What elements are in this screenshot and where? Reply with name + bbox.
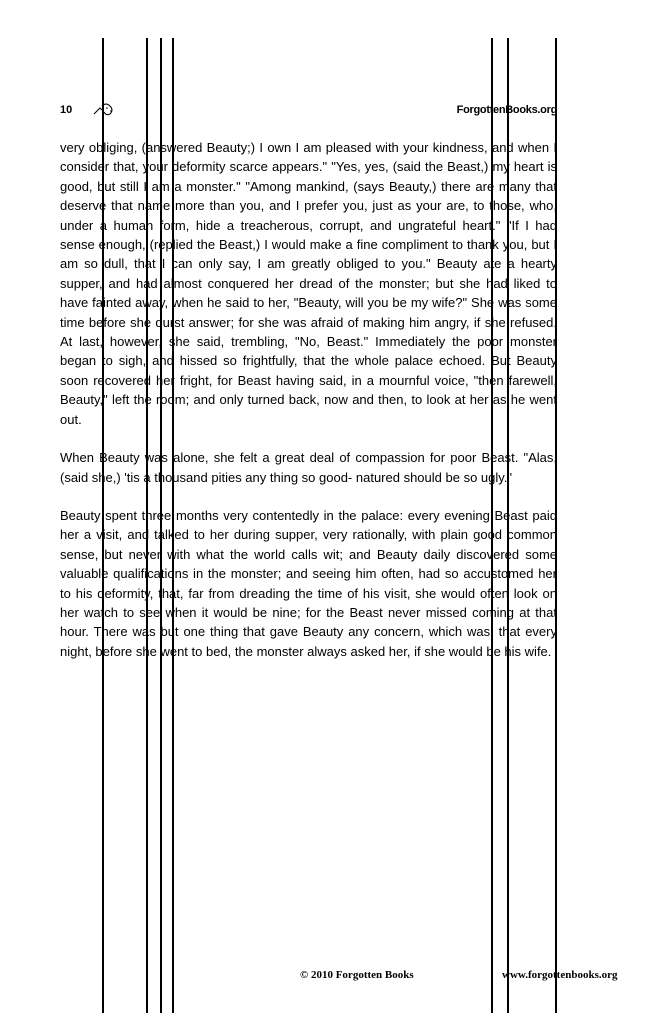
paragraph: When Beauty was alone, she felt a great deal of compassion for poor Beast. "Alas, (said she,) 'tis a thousand pities any thing so good- natured should be so ugly." [60,450,557,485]
page-number: 10 [60,104,73,116]
page-header [60,104,557,124]
footer-copyright: © 2010 Forgotten Books [300,969,414,981]
header-site: ForgottenBooks.org [456,104,557,116]
hand-ornament-icon [92,98,118,118]
page-footer [0,969,665,987]
page-body [60,138,557,680]
paragraph: very obliging, (answered Beauty;) I own I am pleased with your kindness, and when I consider that, your deformity scarce appears." "Yes, yes, (said the Beast,) my heart is good, but still I am a monster." "Among mankind, (says Beauty,) there are many that deserve that name more than you, and I prefer you, just as your are, to those, who, under a human form, hide a treacherous, corrupt, and ungrateful heart." "If I had sense enough, (replied the Beast,) I would make a fine compliment to thank you, but I am so dull, that I can only say, I am greatly obliged to you." Beauty ate a hearty supper, and had almost conquered her dread of the monster; but she had liked to have fainted away, when he said to her, "Beauty, will you be my wife?" She was some time before she durst answer; for she was afraid of making him angry, if she refused. At last, however, she said, trembling, "No, Beast." Immediately the poor monster began to sigh, and hissed so frightfully, that the whole palace echoed. But Beauty soon recovered her fright, for Beast having said, in a mournful voice, "then farewell, Beauty," left the room; and only turned back, now and then, to look at her as he went out. [60,140,557,427]
paragraph: Beauty spent three months very contentedly in the palace: every evening Beast paid her a visit, and talked to her during supper, very rationally, with plain good common sense, but never with what the world calls wit; and Beauty daily discovered some valuable qualifications in the monster; and seeing him often, had so accustomed her to his deformity, that, far from dreading the time of his visit, she would often look on her watch to see when it would be nine; for the Beast never missed coming at that hour. There was but one thing that gave Beauty any concern, which was, that every night, before she went to bed, the monster always asked her, if she would be his wife. [60,507,557,659]
footer-url[interactable]: www.forgottenbooks.org [502,969,618,981]
